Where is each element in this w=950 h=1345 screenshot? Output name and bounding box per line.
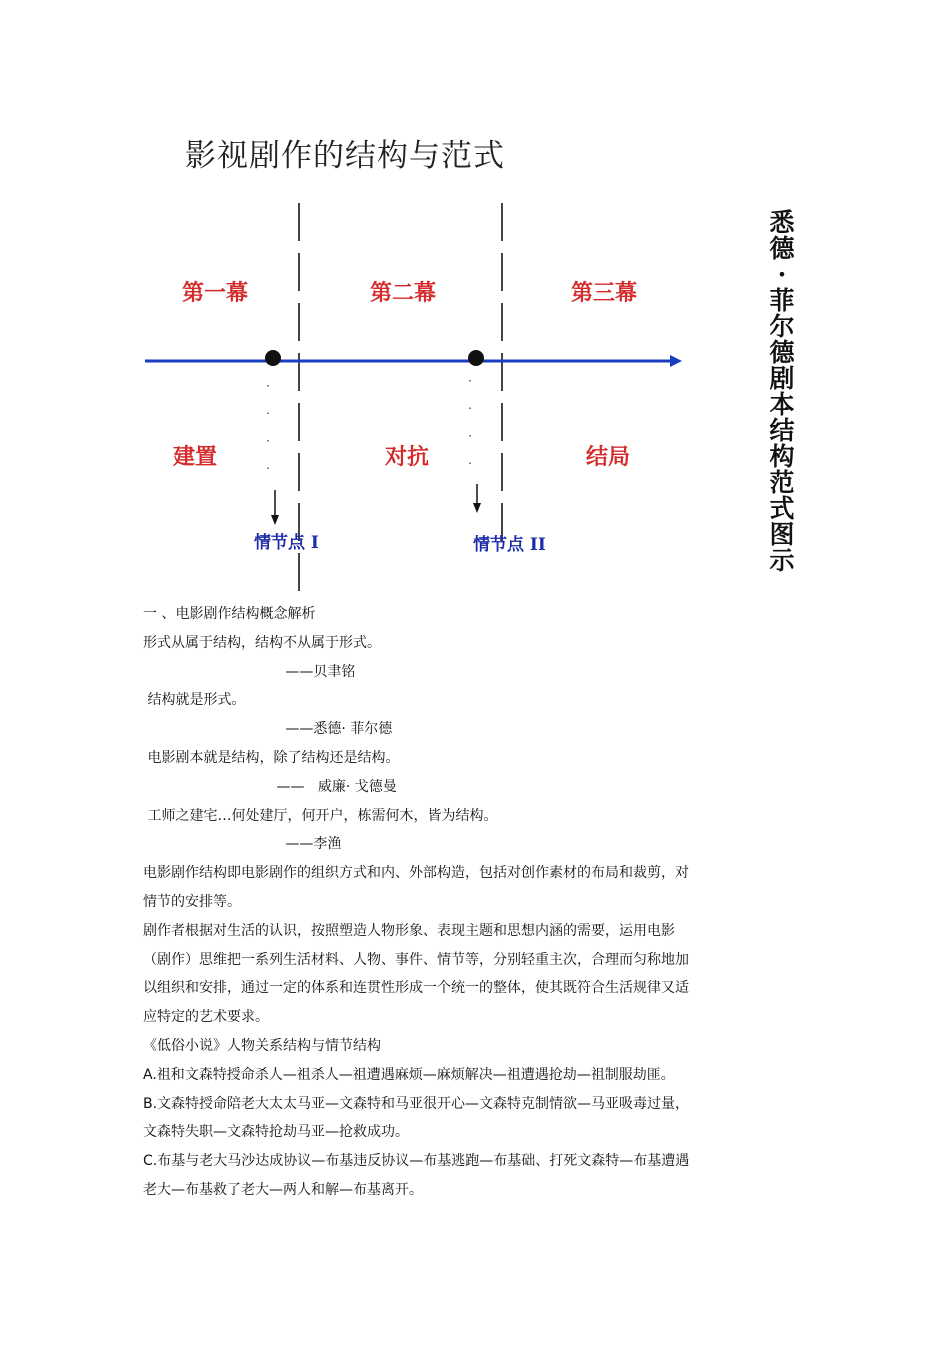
plot-point-2-label: 情节点 II <box>473 535 546 555</box>
page-title: 影视剧作的结构与范式 <box>185 138 505 174</box>
act-two-label: 第二幕 <box>370 280 437 306</box>
body-text <box>143 600 733 1205</box>
paragraph-line: 剧作者根据对生活的认识，按照塑造人物形象、表现主题和思想内涵的需要，运用电影 <box>143 922 675 939</box>
paragraph-line: 电影剧作结构即电影剧作的组织方式和内、外部构造，包括对创作素材的布局和裁剪，对 <box>143 865 689 882</box>
paragraph-line: 以组织和安排，通过一定的体系和连贯性形成一个统一的整体，使其既符合生活规律又适 <box>143 980 689 997</box>
paragraph-line: 情节的安排等。 <box>143 893 241 910</box>
paragraph-line: （剧作）思维把一系列生活材料、人物、事件、情节等，分别轻重主次，合理而匀称地加 <box>143 951 689 968</box>
section-heading: 一 、电影剧作结构概念解析 <box>143 606 316 622</box>
subheading: 《低俗小说》人物关系结构与情节结构 <box>143 1037 381 1054</box>
quote-line: 结构就是形式。 <box>143 692 246 709</box>
plot-line-a: A.祖和文森特授命杀人—祖杀人—祖遭遇麻烦—麻烦解决—祖遭遇抢劫—祖制服劫匪。 <box>143 1066 675 1083</box>
confrontation-label: 对抗 <box>385 444 430 470</box>
quote-attribution: ——贝聿铭 <box>143 663 356 680</box>
quote-line: 电影剧本就是结构，除了结构还是结构。 <box>143 749 400 766</box>
quote-line: 工师之建宅…何处建厅，何开户，栋需何木，皆为结构。 <box>143 807 498 824</box>
act-one-label: 第一幕 <box>182 280 249 306</box>
plot-line-c-cont: 老大—布基救了老大—两人和解—布基离开。 <box>143 1181 423 1198</box>
plot-line-b: B.文森特授命陪老大太太马亚—文森特和马亚很开心—文森特克制情欲—马亚吸毒过量， <box>143 1095 690 1112</box>
quote-attribution: ——悉德· 菲尔德 <box>143 721 393 738</box>
resolution-label: 结局 <box>586 444 631 470</box>
plot-point-1-label: 情节点 I <box>254 533 319 553</box>
plot-point-dot-1 <box>265 350 281 366</box>
plot-point-dot-2 <box>468 350 484 366</box>
side-caption: 悉德·菲尔德剧本结构范式图示 <box>769 208 795 575</box>
quote-attribution: —— 威廉· 戈德曼 <box>143 778 397 795</box>
quote-line: 形式从属于结构，结构不从属于形式。 <box>143 634 381 651</box>
act-three-label: 第三幕 <box>571 280 638 306</box>
plot-line-c: C.布基与老大马沙达成协议—布基违反协议—布基逃跑—布基础、打死文森特—布基遭遇 <box>143 1153 690 1170</box>
setup-label: 建置 <box>173 444 218 470</box>
quote-attribution: ——李渔 <box>143 836 342 853</box>
structure-diagram <box>0 0 950 600</box>
paragraph-line: 应特定的艺术要求。 <box>143 1009 269 1026</box>
timeline-arrowhead <box>670 355 682 367</box>
plot-line-b-cont: 文森特失职—文森特抢劫马亚—抢救成功。 <box>143 1124 409 1141</box>
